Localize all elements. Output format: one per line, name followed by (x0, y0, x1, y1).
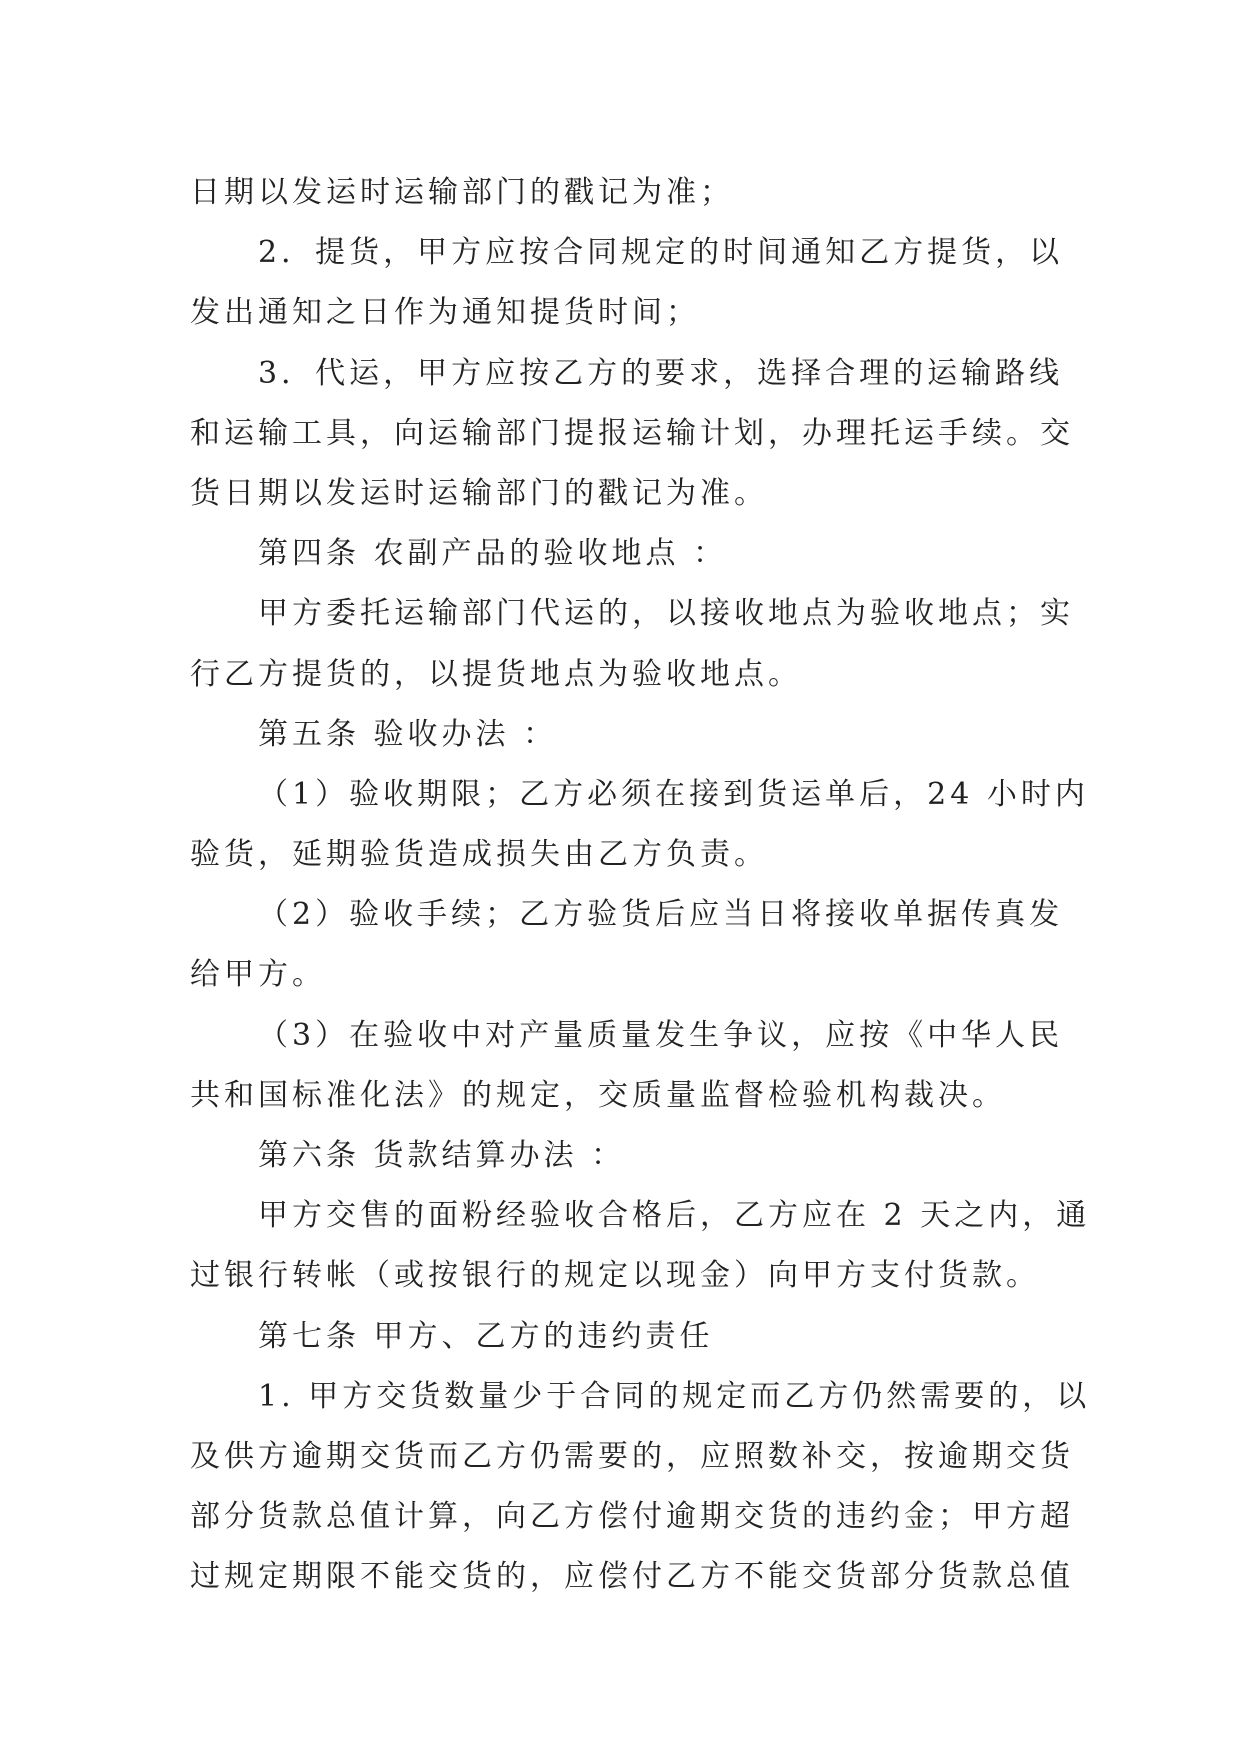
paragraph-line: 及 供 方 逾 期 交 货 而 乙 方 仍 需 要 的 ， 应 照 数 补 交 ， 按 逾 期 交 货 (190, 1438, 1074, 1474)
paragraph-line: 甲 方 交 售 的 面 粉 经 验 收 合 格 后 ， 乙 方 应 在 2 天 之 内 ， 通 (258, 1198, 1091, 1234)
paragraph-line: 甲 方 委 托 运 输 部 门 代 运 的 ， 以 接 收 地 点 为 验 收 地 点 ； 实 (258, 596, 1074, 632)
paragraph-line: 货日期以发运时运输部门的戳记为准。 (190, 475, 768, 511)
paragraph-line: 验货，延期验货造成损失由乙方负责。 (190, 837, 768, 873)
paragraph-line: 共和国标准化法》的规定，交质量监督检验机构裁决。 (190, 1077, 1006, 1113)
paragraph-line: 第七条 甲方、乙方的违约责任 (258, 1318, 714, 1354)
paragraph-line: （ 3 ） 在 验 收 中 对 产 量 质 量 发 生 争 议 ， 应 按 《 中 华 人 民 (258, 1017, 1064, 1053)
paragraph-line: 日期以发运时运输部门的戳记为准； (190, 175, 734, 210)
paragraph-line: 部 分 货 款 总 值 计 算 ， 向 乙 方 偿 付 逾 期 交 货 的 违 约 金 ； 甲 方 超 (190, 1499, 1074, 1535)
paragraph-line: 过 规 定 期 限 不 能 交 货 的 ， 应 偿 付 乙 方 不 能 交 货 部 分 货 款 总 值 (190, 1559, 1074, 1595)
paragraph-line: 给甲方。 (190, 957, 326, 993)
paragraph-line: 3 ． 代 运 ， 甲 方 应 按 乙 方 的 要 求 ， 选 择 合 理 的 运 输 路 线 (258, 355, 1064, 391)
paragraph-line: 2 ． 提 货 ， 甲 方 应 按 合 同 规 定 的 时 间 通 知 乙 方 提 货 ， 以 (258, 235, 1064, 271)
paragraph-line: 第五条 验收办法 ： (258, 716, 558, 752)
document-body (190, 163, 1091, 1608)
paragraph-line: （ 2 ） 验 收 手 续 ； 乙 方 验 货 后 应 当 日 将 接 收 单 据 传 真 发 (258, 897, 1064, 933)
paragraph-line: 发出通知之日作为通知提货时间； (190, 295, 700, 331)
paragraph-line: 过银行转帐（或按银行的规定以现金）向甲方支付货款。 (190, 1258, 1040, 1294)
paragraph-line: 1 . 甲 方 交 货 数 量 少 于 合 同 的 规 定 而 乙 方 仍 然 需 要 的 ， 以 (258, 1378, 1091, 1414)
paragraph-line: 和 运 输 工 具 ， 向 运 输 部 门 提 报 运 输 计 划 ， 办 理 托 运 手 续 。 交 (190, 415, 1074, 451)
paragraph-line: 第四条 农副产品的验收地点 ： (258, 536, 728, 572)
paragraph-line: 第六条 货款结算办法 ： (258, 1138, 626, 1173)
paragraph-line: 行乙方提货的，以提货地点为验收地点。 (190, 656, 802, 692)
paragraph-line: （ 1 ） 验 收 期 限 ； 乙 方 必 须 在 接 到 货 运 单 后 ， 2 4 小 时 内 (258, 776, 1089, 812)
